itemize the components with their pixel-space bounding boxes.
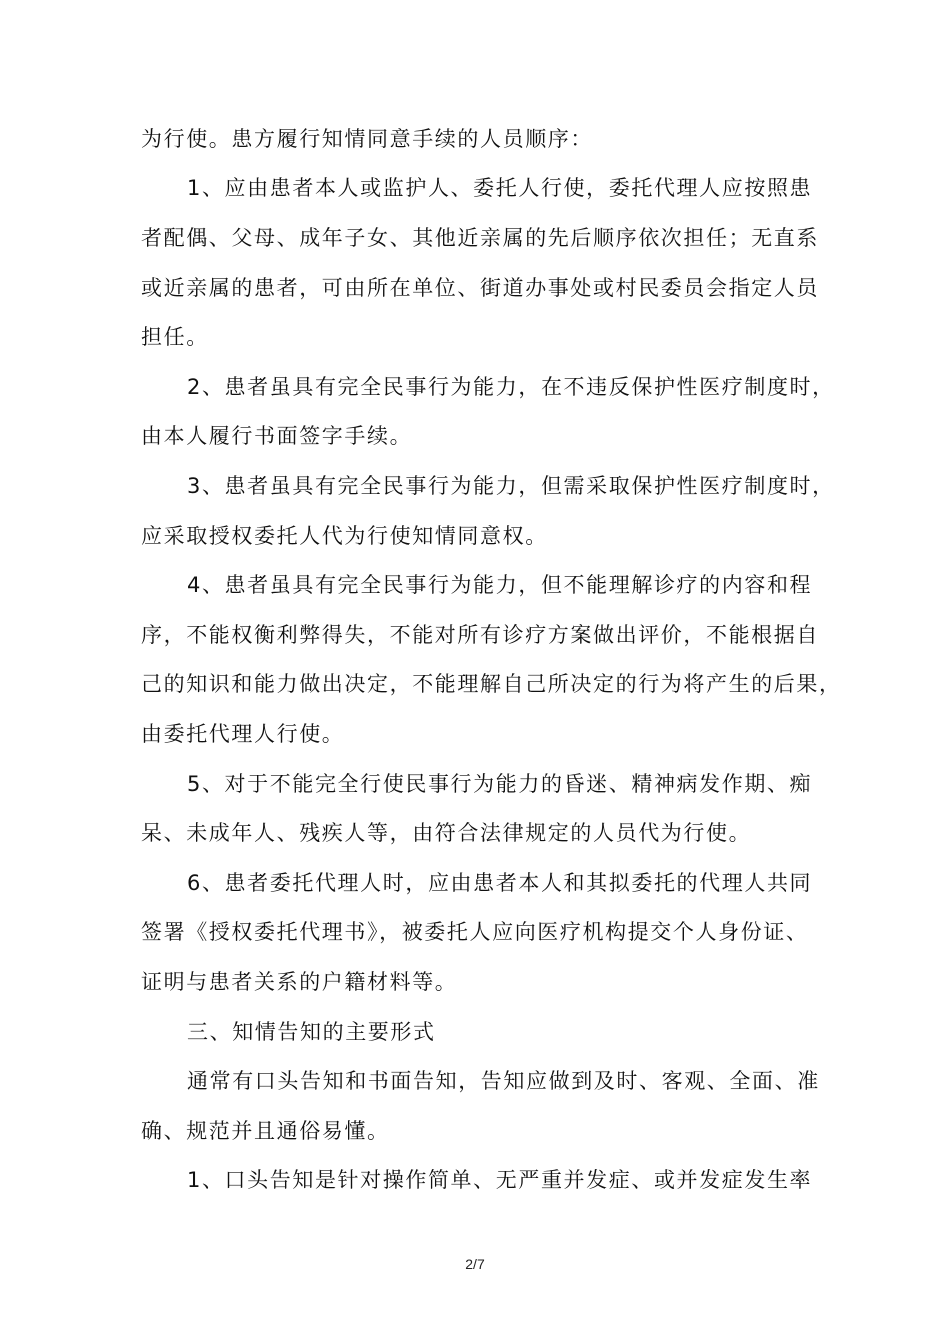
text-line: 4、患者虽具有完全民事行为能力，但不能理解诊疗的内容和程 [187, 573, 813, 597]
text-line: 己的知识和能力做出决定，不能理解自己所决定的行为将产生的后果， [141, 672, 842, 696]
section-heading: 三、知情告知的主要形式 [187, 1020, 436, 1044]
text-line: 序，不能权衡利弊得失，不能对所有诊疗方案做出评价，不能根据自 [141, 623, 819, 647]
page-number: 2/7 [465, 1256, 485, 1272]
text-line: 为行使。患方履行知情同意手续的人员顺序： [141, 127, 593, 151]
text-line: 或近亲属的患者，可由所在单位、街道办事处或村民委员会指定人员 [141, 276, 819, 300]
text-line: 由委托代理人行使。 [141, 722, 345, 746]
text-line: 通常有口头告知和书面告知，告知应做到及时、客观、全面、准 [187, 1069, 820, 1093]
text-line: 证明与患者关系的户籍材料等。 [141, 970, 458, 994]
text-line: 5、对于不能完全行使民事行为能力的昏迷、精神病发作期、痴 [187, 772, 813, 796]
text-line: 应采取授权委托人代为行使知情同意权。 [141, 524, 548, 548]
text-line: 1、口头告知是针对操作简单、无严重并发症、或并发症发生率 [187, 1168, 813, 1192]
text-line: 1、应由患者本人或监护人、委托人行使，委托代理人应按照患 [187, 176, 813, 200]
text-line: 由本人履行书面签字手续。 [141, 424, 413, 448]
text-line: 2、患者虽具有完全民事行为能力，在不违反保护性医疗制度时， [187, 375, 835, 399]
text-line: 签署《授权委托代理书》，被委托人应向医疗机构提交个人身份证、 [141, 920, 809, 944]
text-line: 者配偶、父母、成年子女、其他近亲属的先后顺序依次担任；无直系 [141, 226, 819, 250]
text-line: 确、规范并且通俗易懂。 [141, 1119, 390, 1143]
text-line: 3、患者虽具有完全民事行为能力，但需采取保护性医疗制度时， [187, 474, 835, 498]
text-line: 担任。 [141, 325, 209, 349]
text-line: 6、患者委托代理人时，应由患者本人和其拟委托的代理人共同 [187, 871, 813, 895]
text-line: 呆、未成年人、残疾人等，由符合法律规定的人员代为行使。 [141, 821, 752, 845]
